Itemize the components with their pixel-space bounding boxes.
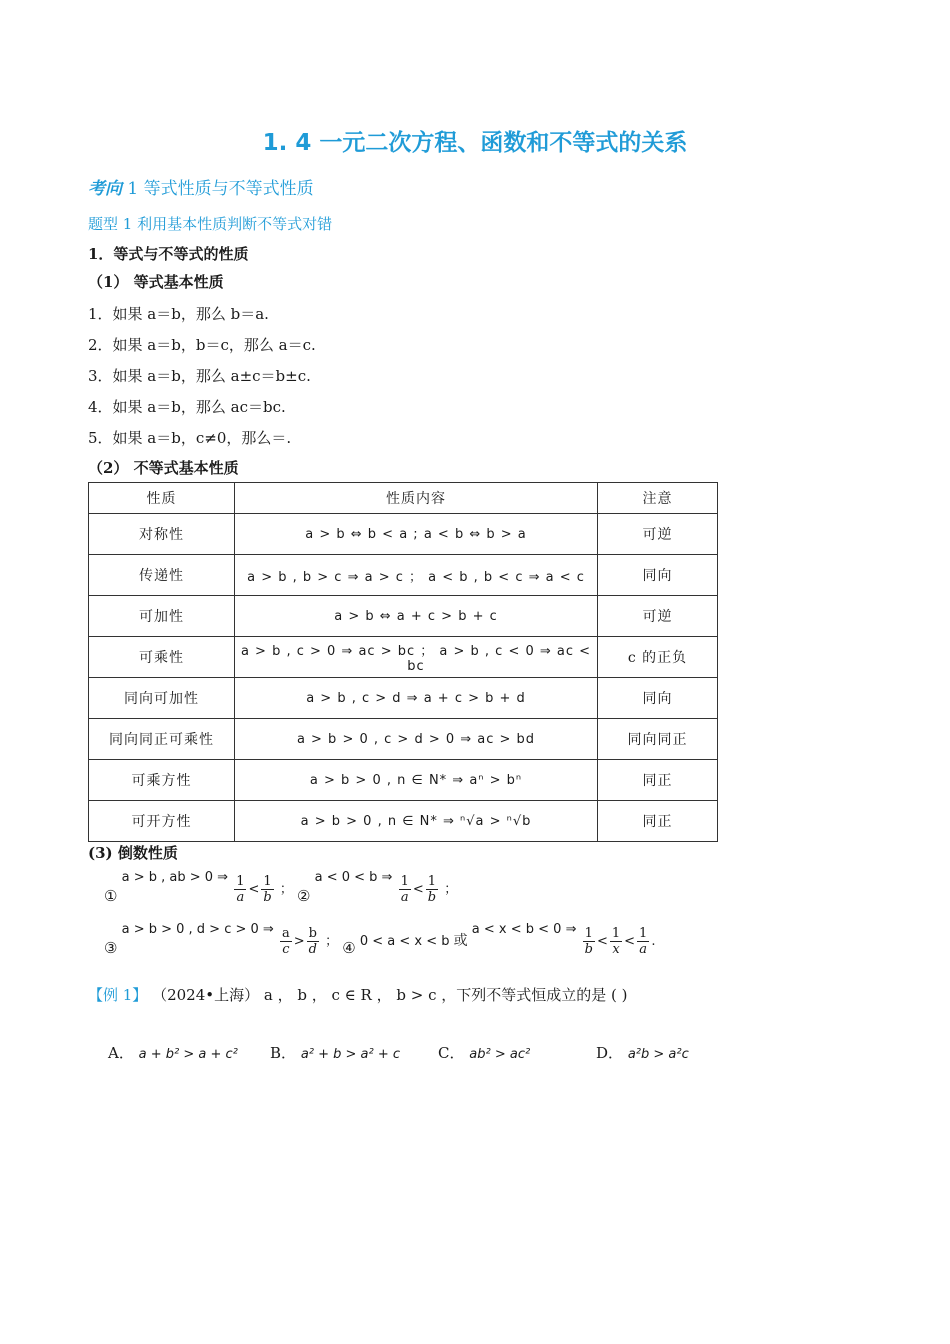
kaoxiang-text: 1 等式性质与不等式性质 (127, 179, 314, 199)
prop-name: 对称性 (89, 514, 235, 555)
prop-note: 同向同正 (598, 719, 718, 760)
eq-prop-2: 2．如果 a＝b，b＝c，那么 a＝c. (88, 336, 316, 354)
prop-content: a > b ⇔ a + c > b + c (235, 596, 598, 637)
option-text: a² + b > a² + c (300, 1047, 401, 1062)
prop-note: 同向 (598, 555, 718, 596)
prop-note: 可逆 (598, 514, 718, 555)
separator: ； (444, 882, 458, 897)
table-row (89, 514, 718, 555)
fraction: $\frac{1}{b}$ (427, 874, 437, 905)
prop-name: 传递性 (89, 555, 235, 596)
reciprocal-cond: a > b > 0 , d > c > 0 ⇒ (121, 922, 274, 937)
option-label: B． (270, 1044, 297, 1062)
fraction: $\frac{b}{d}$ (308, 926, 317, 957)
option-text: ab² > ac² (469, 1047, 531, 1062)
prop-content: a > b > 0 , c > d > 0 ⇒ ac > bd (235, 719, 598, 760)
option-text: a²b > a²c (627, 1047, 689, 1062)
prop-name: 可开方性 (89, 801, 235, 842)
prop-name: 同向可加性 (89, 678, 235, 719)
or-word: 或 (453, 933, 468, 949)
table-header: 性质 (89, 483, 235, 514)
option-c[interactable] (438, 1042, 530, 1063)
table-row (89, 678, 718, 719)
table-header: 性质内容 (235, 483, 598, 514)
example-tag: 【例 1】 (88, 986, 148, 1004)
subsection-ineq-props: （2） 不等式基本性质 (88, 459, 239, 477)
prop-note: c 的正负 (598, 637, 718, 678)
table-row (89, 637, 718, 678)
end-period: . (651, 934, 656, 949)
subsection-eq-props: （1） 等式基本性质 (88, 273, 224, 291)
fraction: $\frac{1}{a}$ (400, 874, 409, 905)
subsection-reciprocal: (3) 倒数性质 (88, 844, 178, 862)
circled-4: ④ (342, 939, 356, 957)
prop-content: a > b ⇔ b < a ; a < b ⇔ b > a (235, 514, 598, 555)
reciprocal-cond: a < 0 < b ⇒ (314, 870, 393, 885)
reciprocal-cond: a < x < b < 0 ⇒ (471, 922, 577, 937)
reciprocal-row-2: ③ a > b > 0 , d > c > 0 ⇒ $\frac{a}{c}$ > $\frac{b}{d}$ ； ④ 0 < a < x < b 或 a < x < b < 0 ⇒ $\frac{1}{b}$ < $\frac{1}{x}$ < $\frac{1}{a}$ . (104, 922, 656, 957)
prop-note: 同向 (598, 678, 718, 719)
circled-2: ② (297, 887, 311, 905)
separator: ； (325, 934, 339, 949)
option-label: A． (108, 1044, 134, 1062)
prop-name: 可乘性 (89, 637, 235, 678)
answer-blank: ( ) (611, 986, 628, 1004)
reciprocal-cond: 0 < a < x < b (359, 934, 450, 949)
prop-content: a > b , b > c ⇒ a > c ； a < b , b < c ⇒ a < c (235, 555, 598, 596)
table-row (89, 760, 718, 801)
table-row (89, 719, 718, 760)
section-heading (88, 174, 314, 199)
fraction: $\frac{1}{a}$ (236, 874, 245, 905)
eq-prop-4: 4．如果 a＝b，那么 ac＝bc. (88, 398, 286, 416)
prop-note: 同正 (598, 801, 718, 842)
option-label: C． (438, 1044, 465, 1062)
prop-note: 可逆 (598, 596, 718, 637)
option-b[interactable] (270, 1042, 400, 1063)
table-header: 注意 (598, 483, 718, 514)
option-a[interactable] (108, 1042, 238, 1063)
prop-note: 同正 (598, 760, 718, 801)
fraction: $\frac{1}{b}$ (584, 926, 593, 957)
prop-name: 可加性 (89, 596, 235, 637)
option-d[interactable] (596, 1042, 689, 1063)
eq-prop-1: 1．如果 a＝b，那么 b＝a. (88, 305, 269, 323)
example-question: （2024•上海） a ， b ， c ∈ R ， b > c ，下列不等式恒成立的是 (152, 986, 607, 1004)
prop-content: a > b > 0 , n ∈ N* ⇒ ⁿ√a > ⁿ√b (235, 801, 598, 842)
prop-content: a > b > 0 , n ∈ N* ⇒ aⁿ > bⁿ (235, 760, 598, 801)
fraction: $\frac{1}{a}$ (639, 926, 648, 957)
fraction: $\frac{a}{c}$ (281, 926, 290, 957)
eq-prop-5: 5．如果 a＝b，c≠0，那么＝. (88, 429, 292, 447)
fraction: $\frac{1}{b}$ (263, 874, 272, 905)
page-title: 1. 4 一元二次方程、函数和不等式的关系 (262, 130, 688, 156)
option-text: a + b² > a + c² (138, 1047, 238, 1062)
subsection-title: 1．等式与不等式的性质 (88, 245, 249, 263)
circled-1: ① (104, 887, 118, 905)
separator: ； (279, 882, 293, 897)
option-label: D． (596, 1044, 624, 1062)
circled-3: ③ (104, 939, 118, 957)
prop-name: 可乘方性 (89, 760, 235, 801)
reciprocal-cond: a > b , ab > 0 ⇒ (121, 870, 229, 885)
table-header-row (89, 483, 718, 514)
question-type-heading: 题型 1 利用基本性质判断不等式对错 (88, 215, 333, 233)
inequality-properties-table (88, 482, 718, 842)
reciprocal-row-1: ① a > b , ab > 0 ⇒ $\frac{1}{a}$ < $\frac{1}{b}$ ； ② a < 0 < b ⇒ $\frac{1}{a}$ < $\frac{1}{b}$ ； (104, 870, 458, 905)
prop-content: a > b , c > d ⇒ a + c > b + d (235, 678, 598, 719)
example-stem (88, 984, 628, 1005)
kaoxiang-label: 考向 (88, 179, 122, 199)
table-row (89, 555, 718, 596)
table-row (89, 596, 718, 637)
prop-name: 同向同正可乘性 (89, 719, 235, 760)
eq-prop-3: 3．如果 a＝b，那么 a±c＝b±c. (88, 367, 311, 385)
fraction: $\frac{1}{x}$ (611, 926, 621, 957)
prop-content: a > b , c > 0 ⇒ ac > bc ； a > b , c < 0 ⇒ ac < bc (235, 637, 598, 678)
table-row (89, 801, 718, 842)
